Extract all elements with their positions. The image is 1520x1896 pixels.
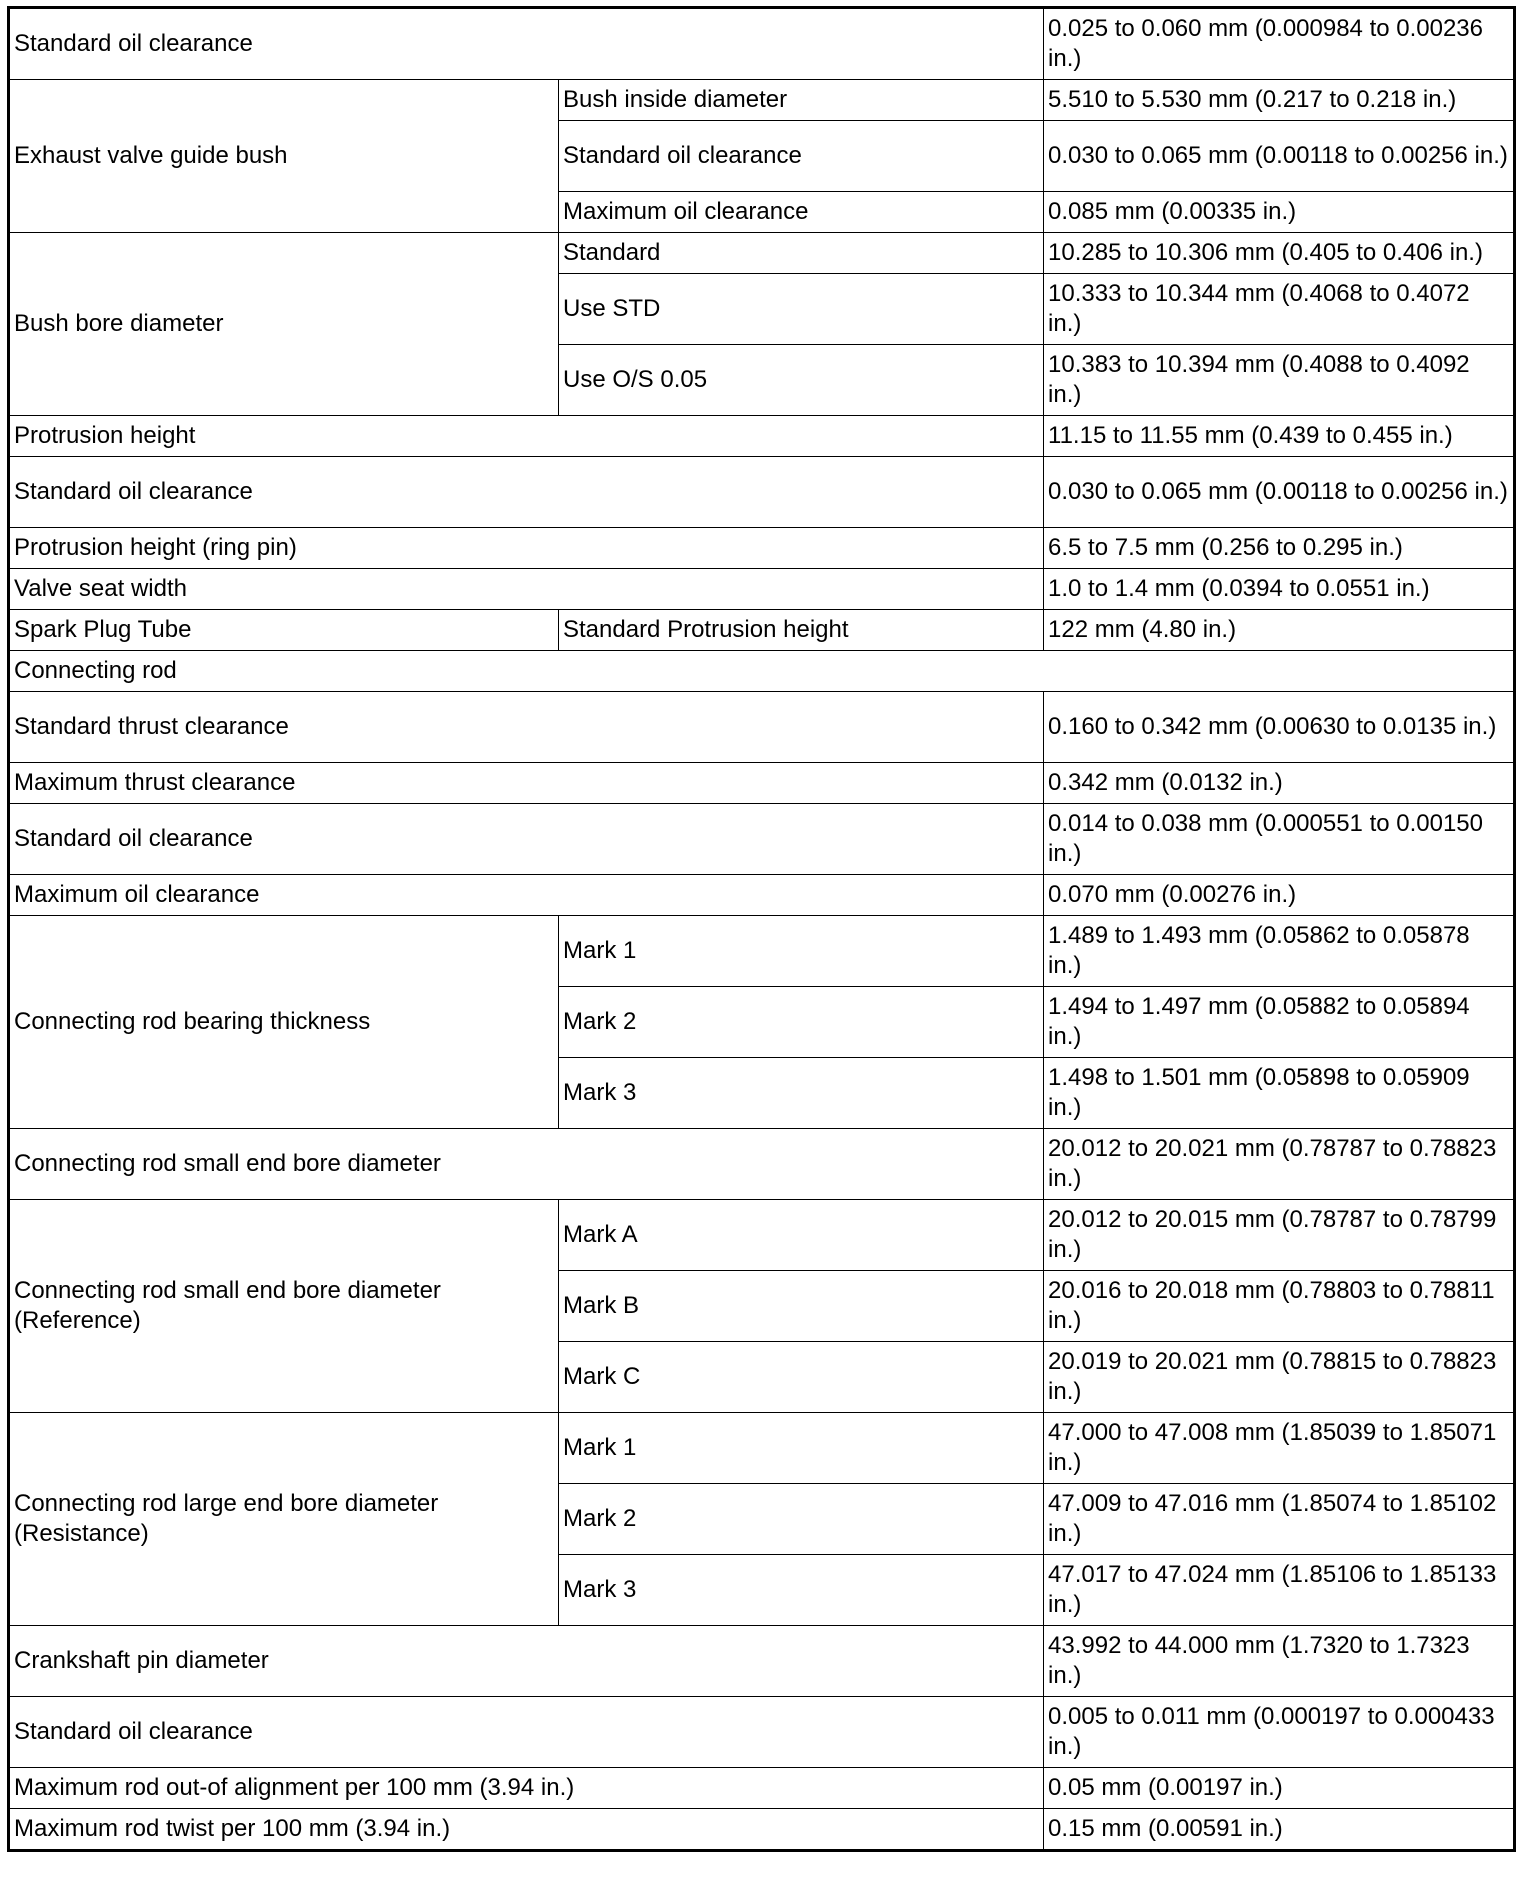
spec-value: 1.498 to 1.501 mm (0.05898 to 0.05909 in.): [1044, 1058, 1515, 1129]
spec-value: 5.510 to 5.530 mm (0.217 to 0.218 in.): [1044, 80, 1515, 121]
spec-subitem: Mark A: [559, 1200, 1044, 1271]
spec-subitem: Mark 2: [559, 1484, 1044, 1555]
spec-value: 10.383 to 10.394 mm (0.4088 to 0.4092 in.): [1044, 345, 1515, 416]
spec-item: Standard oil clearance: [9, 457, 1044, 528]
spec-subitem: Mark 3: [559, 1058, 1044, 1129]
spec-item: Protrusion height: [9, 416, 1044, 457]
spec-subitem: Mark 3: [559, 1555, 1044, 1626]
spec-value: 20.016 to 20.018 mm (0.78803 to 0.78811 in.): [1044, 1271, 1515, 1342]
table-row: [9, 610, 1515, 651]
spec-value: 122 mm (4.80 in.): [1044, 610, 1515, 651]
spec-value: 11.15 to 11.55 mm (0.439 to 0.455 in.): [1044, 416, 1515, 457]
spec-subitem: Mark 1: [559, 916, 1044, 987]
spec-item: Standard oil clearance: [9, 804, 1044, 875]
table-row: [9, 651, 1515, 692]
spec-value: 6.5 to 7.5 mm (0.256 to 0.295 in.): [1044, 528, 1515, 569]
spec-value: 47.017 to 47.024 mm (1.85106 to 1.85133 in.): [1044, 1555, 1515, 1626]
table-row: [9, 692, 1515, 763]
spec-item: Protrusion height (ring pin): [9, 528, 1044, 569]
spec-item: Connecting rod large end bore diameter (Resistance): [9, 1413, 559, 1626]
spec-value: 10.285 to 10.306 mm (0.405 to 0.406 in.): [1044, 233, 1515, 274]
spec-value: 0.15 mm (0.00591 in.): [1044, 1809, 1515, 1851]
spec-subitem: Use O/S 0.05: [559, 345, 1044, 416]
spec-value: 0.085 mm (0.00335 in.): [1044, 192, 1515, 233]
spec-item: Maximum oil clearance: [9, 875, 1044, 916]
spec-item: Valve seat width: [9, 569, 1044, 610]
table-row: [9, 804, 1515, 875]
spec-value: 0.030 to 0.065 mm (0.00118 to 0.00256 in.): [1044, 121, 1515, 192]
spec-value: 1.494 to 1.497 mm (0.05882 to 0.05894 in.): [1044, 987, 1515, 1058]
spec-value: 0.014 to 0.038 mm (0.000551 to 0.00150 in.): [1044, 804, 1515, 875]
spec-value: 0.030 to 0.065 mm (0.00118 to 0.00256 in.): [1044, 457, 1515, 528]
table-row: [9, 569, 1515, 610]
spec-item: Maximum thrust clearance: [9, 763, 1044, 804]
table-row: [9, 875, 1515, 916]
spec-value: 0.070 mm (0.00276 in.): [1044, 875, 1515, 916]
spec-value: 0.160 to 0.342 mm (0.00630 to 0.0135 in.): [1044, 692, 1515, 763]
spec-subitem: Mark C: [559, 1342, 1044, 1413]
spec-item: Bush bore diameter: [9, 233, 559, 416]
spec-item: Connecting rod small end bore diameter: [9, 1129, 1044, 1200]
spec-value: 20.012 to 20.021 mm (0.78787 to 0.78823 in.): [1044, 1129, 1515, 1200]
table-row: [9, 528, 1515, 569]
spec-item: Standard oil clearance: [9, 1697, 1044, 1768]
spec-subitem: Mark 2: [559, 987, 1044, 1058]
spec-subitem: Standard: [559, 233, 1044, 274]
table-row: [9, 80, 1515, 121]
spec-item: Standard thrust clearance: [9, 692, 1044, 763]
table-row: [9, 1809, 1515, 1851]
spec-subitem: Use STD: [559, 274, 1044, 345]
spec-value: 1.0 to 1.4 mm (0.0394 to 0.0551 in.): [1044, 569, 1515, 610]
table-row: [9, 1413, 1515, 1484]
spec-value: 47.009 to 47.016 mm (1.85074 to 1.85102 in.): [1044, 1484, 1515, 1555]
spec-item: Connecting rod small end bore diameter (Reference): [9, 1200, 559, 1413]
table-row: [9, 1626, 1515, 1697]
spec-item: Maximum rod out-of alignment per 100 mm (3.94 in.): [9, 1768, 1044, 1809]
spec-value: 0.342 mm (0.0132 in.): [1044, 763, 1515, 804]
spec-item: Connecting rod bearing thickness: [9, 916, 559, 1129]
spec-value: 47.000 to 47.008 mm (1.85039 to 1.85071 in.): [1044, 1413, 1515, 1484]
spec-value: 43.992 to 44.000 mm (1.7320 to 1.7323 in.): [1044, 1626, 1515, 1697]
table-row: [9, 763, 1515, 804]
spec-value: 1.489 to 1.493 mm (0.05862 to 0.05878 in.): [1044, 916, 1515, 987]
spec-value: 20.019 to 20.021 mm (0.78815 to 0.78823 in.): [1044, 1342, 1515, 1413]
section-header: Connecting rod: [9, 651, 1515, 692]
table-row: [9, 916, 1515, 987]
table-row: [9, 1697, 1515, 1768]
spec-item: Crankshaft pin diameter: [9, 1626, 1044, 1697]
spec-value: 20.012 to 20.015 mm (0.78787 to 0.78799 in.): [1044, 1200, 1515, 1271]
table-row: [9, 416, 1515, 457]
spec-item: Maximum rod twist per 100 mm (3.94 in.): [9, 1809, 1044, 1851]
spec-subitem: Mark B: [559, 1271, 1044, 1342]
spec-value: 10.333 to 10.344 mm (0.4068 to 0.4072 in.): [1044, 274, 1515, 345]
spec-item: Standard oil clearance: [9, 8, 1044, 80]
table-row: [9, 233, 1515, 274]
spec-value: 0.05 mm (0.00197 in.): [1044, 1768, 1515, 1809]
spec-value: 0.025 to 0.060 mm (0.000984 to 0.00236 in.): [1044, 8, 1515, 80]
spec-item: Spark Plug Tube: [9, 610, 559, 651]
spec-subitem: Standard oil clearance: [559, 121, 1044, 192]
table-row: [9, 1129, 1515, 1200]
table-row: [9, 1768, 1515, 1809]
spec-subitem: Standard Protrusion height: [559, 610, 1044, 651]
spec-table: [7, 6, 1516, 1852]
spec-subitem: Bush inside diameter: [559, 80, 1044, 121]
table-row: [9, 1200, 1515, 1271]
spec-value: 0.005 to 0.011 mm (0.000197 to 0.000433 in.): [1044, 1697, 1515, 1768]
table-row: [9, 8, 1515, 80]
spec-item: Exhaust valve guide bush: [9, 80, 559, 233]
spec-subitem: Mark 1: [559, 1413, 1044, 1484]
table-row: [9, 457, 1515, 528]
spec-subitem: Maximum oil clearance: [559, 192, 1044, 233]
